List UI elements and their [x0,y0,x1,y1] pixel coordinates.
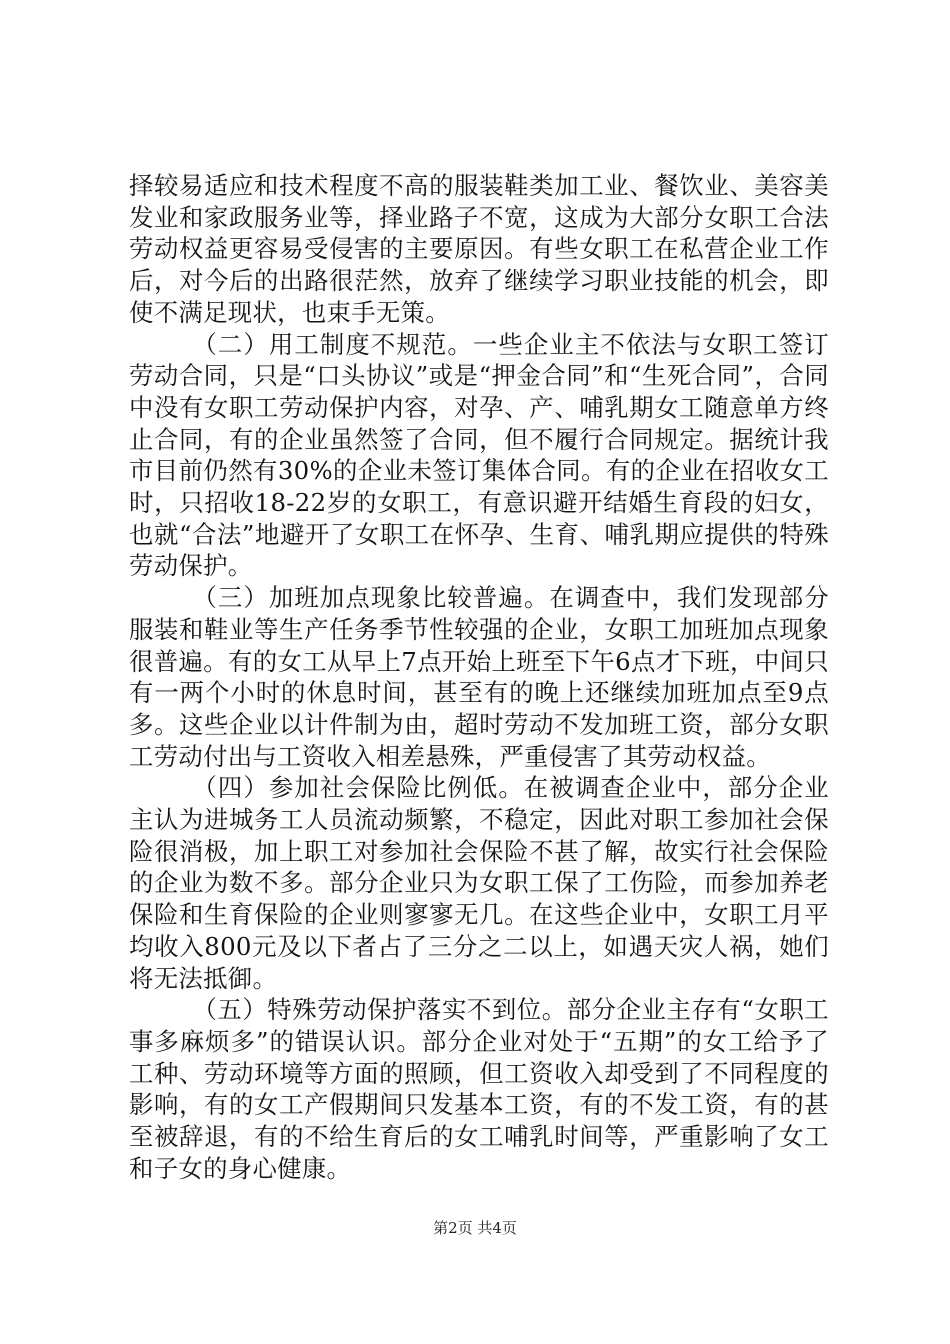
paragraph-section-2: （二）用工制度不规范。一些企业主不依法与女职工签订劳动合同，只是“口头协议”或是“押金合同”和“生死合同”，合同中没有女职工劳动保护内容，对孕、产、哺乳期女工随意单方终止合同，有的企业虽然签了合同，但不履行合同规定。据统计我市目前仍然有30%的企业未签订集体合同。有的企业在招收女工时，只招收18-22岁的女职工，有意识避开结婚生育段的妇女，也就“合法”地避开了女职工在怀孕、生育、哺乳期应提供的特殊劳动保护。 [129,329,829,581]
paragraph-section-3: （三）加班加点现象比较普遍。在调查中，我们发现部分服装和鞋业等生产任务季节性较强的企业，女职工加班加点现象很普遍。有的女工从早上7点开始上班至下午6点才下班，中间只有一两个小时的休息时间，甚至有的晚上还继续加班加点至9点多。这些企业以计件制为由，超时劳动不发加班工资，部分女职工劳动付出与工资收入相差悬殊，严重侵害了其劳动权益。 [129,583,829,771]
paragraph-section-4: （四）参加社会保险比例低。在被调查企业中，部分企业主认为进城务工人员流动频繁，不稳定，因此对职工参加社会保险很消极，加上职工对参加社会保险不甚了解，故实行社会保险的企业为数不多。部分企业只为女职工保了工伤险，而参加养老保险和生育保险的企业则寥寥无几。在这些企业中，女职工月平均收入800元及以下者占了三分之二以上，如遇天灾人祸，她们将无法抵御。 [129,773,829,993]
page-footer: 第2页 共4页 [433,1219,517,1237]
document-body [129,170,829,1185]
paragraph-section-5: （五）特殊劳动保护落实不到位。部分企业主存有“女职工事多麻烦多”的错误认识。部分企业对处于“五期”的女工给予了工种、劳动环境等方面的照顾，但工资收入却受到了不同程度的影响，有的女工产假期间只发基本工资，有的不发工资，有的甚至被辞退，有的不给生育后的女工哺乳时间等，严重影响了女工和子女的身心健康。 [129,995,829,1183]
paragraph-continuation: 择较易适应和技术程度不高的服装鞋类加工业、餐饮业、美容美发业和家政服务业等，择业路子不宽，这成为大部分女职工合法劳动权益更容易受侵害的主要原因。有些女职工在私营企业工作后，对今后的出路很茫然，放弃了继续学习职业技能的机会，即使不满足现状，也束手无策。 [129,171,829,327]
